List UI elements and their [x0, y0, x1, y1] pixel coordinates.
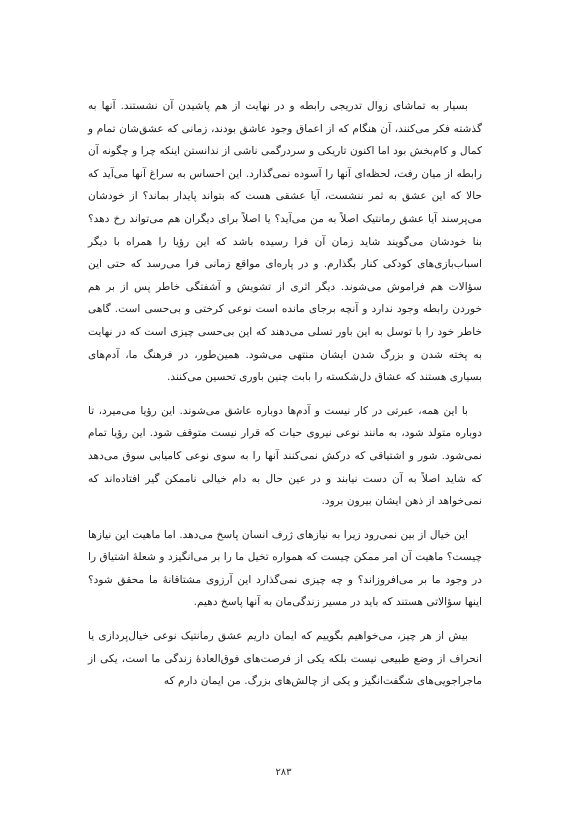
paragraph-2: با این همه، عبرتی در کار نیست و آدم‌ها دوباره عاشق می‌شوند. این رؤیا می‌میرد، تا دوباره متولد شود، به مانند نوعی نیروی حیات که قرار نیست متوقف شود. این رؤیا تمام نمی‌شود. شور و اشتیاقی که درکش نمی‌کنند آنها را به سوی نوعی کامیابی سوق می‌دهد که شاید اصلاً به آن دست نیابند و در عین حال به دام خیالی ناممکن گیر افتاده‌اند که نمی‌خواهد از ذهن ایشان بیرون برود.: [88, 404, 482, 508]
paragraph-1: بسیار به تماشای زوال تدریجی رابطه و در نهایت از هم پاشیدن آن نشستند. آنها به گذشته فکر می‌کنند، آن هنگام که از اعماق وجود عاشق بودند، زمانی که عشق‌شان تمام و کمال و کام‌بخش بود اما اکنون تاریکی و سردرگمی ناشی از ندانستن اینکه چرا و چگونه آن رابطه از میان رفت، لحظه‌ای آنها را آسوده نمی‌گذارد. این احساس به سراغ آنها می‌آید که حالا که این عشق به ثمر ننشست، آیا عشقی هست که بتواند پایدار بماند؟ از خودشان می‌پرسند آیا عشق رمانتیک اصلاً به من می‌آید؟ یا اصلاً برای دیگران هم می‌تواند رخ دهد؟ بنا خودشان می‌گویند شاید زمان آن فرا رسیده باشد که این رؤیا را همراه با دیگر اسباب‌بازی‌های کودکی کنار بگذارم. و در پاره‌ای مواقع زمانی فرا می‌رسد که حتی این سؤالات هم فراموش می‌شوند. دیگر اثری از تشویش و آشفتگی خاطر پس از بر هم خوردن رابطه وجود ندارد و آنچه برجای مانده است نوعی کرختی و بی‌حسی است. گاهی خاطر خود را با توسل به این باور تسلی می‌دهند که این بی‌حسی چیزی است که در نهایت به پخته شدن و بزرگ شدن ایشان منتهی می‌شود. همین‌طور، در فرهنگ ما، آدم‌های بسیاری هستند که عشاق دل‌شکسته را بابت چنین باوری تحسین می‌کنند.: [88, 100, 482, 384]
paragraph-4: بیش از هر چیز، می‌خواهیم بگوییم که ایمان داریم عشق رمانتیک نوعی خیال‌پردازی یا انحراف از وضع طبیعی نیست بلکه یکی از فرصت‌های فوق‌العادهٔ زندگی ما است، یکی از ماجراجویی‌های شگفت‌انگیز و یکی از چالش‌های بزرگ. من ایمان دارم که: [88, 630, 482, 688]
body-text: [88, 95, 482, 693]
page-number: ۲۸۳: [275, 767, 292, 778]
paragraph-3: این خیال از بین نمی‌رود زیرا به نیازهای ژرف انسان پاسخ می‌دهد. اما ماهیت این نیازها چیست؟ ماهیت آن امر ممکن چیست که همواره تخیل ما را بر می‌انگیزد و شعلهٔ اشتیاق را در وجود ما بر می‌افروزاند؟ و چه چیزی نمی‌گذارد این آرزوی مشتاقانهٔ ما محقق شود؟ اینها سؤالاتی هستند که باید در مسیر زندگی‌مان به آنها پاسخ دهیم.: [88, 528, 482, 609]
